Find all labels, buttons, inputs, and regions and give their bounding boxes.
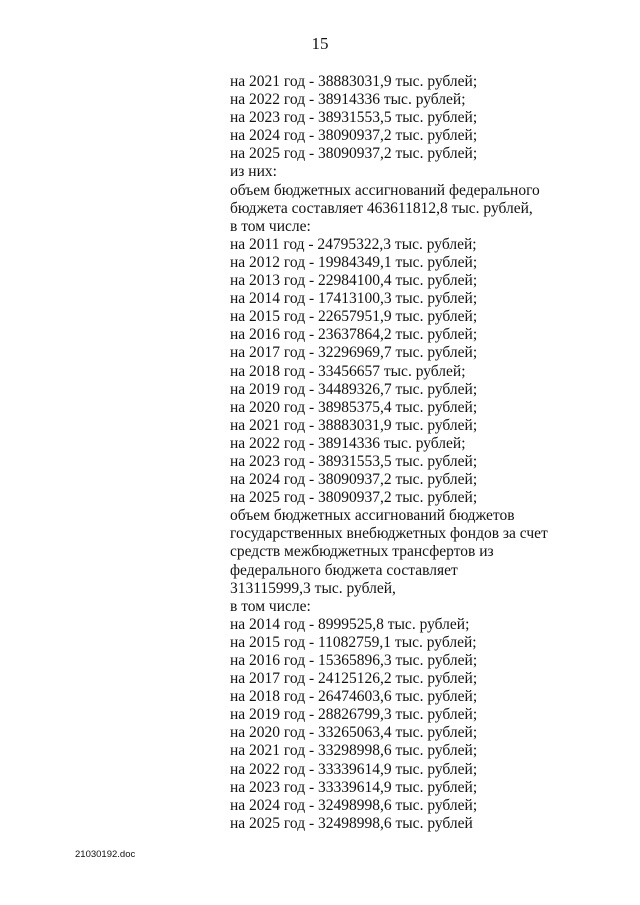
document-body bbox=[230, 73, 550, 833]
paragraph-line: в том числе: bbox=[230, 597, 311, 615]
paragraph-line: федерального бюджета составляет bbox=[230, 561, 458, 579]
year-line: на 2015 год - 22657951,9 тыс. рублей; bbox=[230, 308, 478, 326]
paragraph-line: бюджета составляет 463611812,8 тыс. рублей, bbox=[230, 199, 533, 217]
paragraph-line: объем бюджетных ассигнований федерального bbox=[230, 181, 540, 199]
extrabudgetary-funds-block bbox=[230, 507, 550, 833]
year-line: на 2011 год - 24795322,3 тыс. рублей; bbox=[230, 235, 477, 253]
year-line: на 2024 год - 32498998,6 тыс. рублей; bbox=[230, 796, 478, 814]
paragraph-line: средств межбюджетных трансфертов из bbox=[230, 543, 494, 561]
year-line: на 2020 год - 33265063,4 тыс. рублей; bbox=[230, 724, 478, 742]
year-line: на 2017 год - 24125126,2 тыс. рублей; bbox=[230, 670, 478, 688]
year-line: на 2017 год - 32296969,7 тыс. рублей; bbox=[230, 344, 478, 362]
year-line: на 2023 год - 33339614,9 тыс. рублей; bbox=[230, 778, 478, 796]
year-line: на 2025 год - 32498998,6 тыс. рублей bbox=[230, 814, 473, 832]
year-line: на 2018 год - 33456657 тыс. рублей; bbox=[230, 362, 466, 380]
year-line: на 2022 год - 33339614,9 тыс. рублей; bbox=[230, 760, 478, 778]
year-line: на 2018 год - 26474603,6 тыс. рублей; bbox=[230, 688, 478, 706]
year-line: на 2025 год - 38090937,2 тыс. рублей; bbox=[230, 489, 478, 507]
text-line: на 2025 год - 38090937,2 тыс. рублей; bbox=[230, 145, 478, 163]
federal-budget-block bbox=[230, 182, 550, 508]
text-line: из них: bbox=[230, 163, 277, 181]
text-line: на 2022 год - 38914336 тыс. рублей; bbox=[230, 91, 466, 109]
year-line: на 2012 год - 19984349,1 тыс. рублей; bbox=[230, 253, 478, 271]
year-line: на 2013 год - 22984100,4 тыс. рублей; bbox=[230, 272, 478, 290]
year-line: на 2015 год - 11082759,1 тыс. рублей; bbox=[230, 633, 477, 651]
year-line: на 2020 год - 38985375,4 тыс. рублей; bbox=[230, 398, 478, 416]
paragraph-line: государственных внебюджетных фондов за счет bbox=[230, 525, 548, 543]
text-line: на 2021 год - 38883031,9 тыс. рублей; bbox=[230, 73, 478, 90]
year-line: на 2021 год - 38883031,9 тыс. рублей; bbox=[230, 416, 478, 434]
year-line: на 2016 год - 23637864,2 тыс. рублей; bbox=[230, 326, 478, 344]
year-line: на 2024 год - 38090937,2 тыс. рублей; bbox=[230, 471, 478, 489]
year-line: на 2021 год - 33298998,6 тыс. рублей; bbox=[230, 742, 478, 760]
paragraph-line: 313115999,3 тыс. рублей, bbox=[230, 579, 396, 597]
year-line: на 2014 год - 17413100,3 тыс. рублей; bbox=[230, 290, 478, 308]
year-line: на 2016 год - 15365896,3 тыс. рублей; bbox=[230, 652, 478, 669]
year-line: на 2023 год - 38931553,5 тыс. рублей; bbox=[230, 452, 478, 470]
total-years-block bbox=[230, 73, 550, 182]
year-line: на 2014 год - 8999525,8 тыс. рублей; bbox=[230, 615, 470, 633]
text-line: на 2024 год - 38090937,2 тыс. рублей; bbox=[230, 127, 478, 145]
text-line: на 2023 год - 38931553,5 тыс. рублей; bbox=[230, 109, 478, 127]
year-line: на 2019 год - 34489326,7 тыс. рублей; bbox=[230, 380, 478, 398]
footer-filename: 21030192.doc bbox=[75, 849, 136, 860]
page-number: 15 bbox=[311, 34, 329, 53]
paragraph-line: объем бюджетных ассигнований бюджетов bbox=[230, 507, 515, 525]
year-line: на 2022 год - 38914336 тыс. рублей; bbox=[230, 434, 466, 452]
paragraph-line: в том числе: bbox=[230, 217, 311, 235]
year-line: на 2019 год - 28826799,3 тыс. рублей; bbox=[230, 706, 478, 724]
